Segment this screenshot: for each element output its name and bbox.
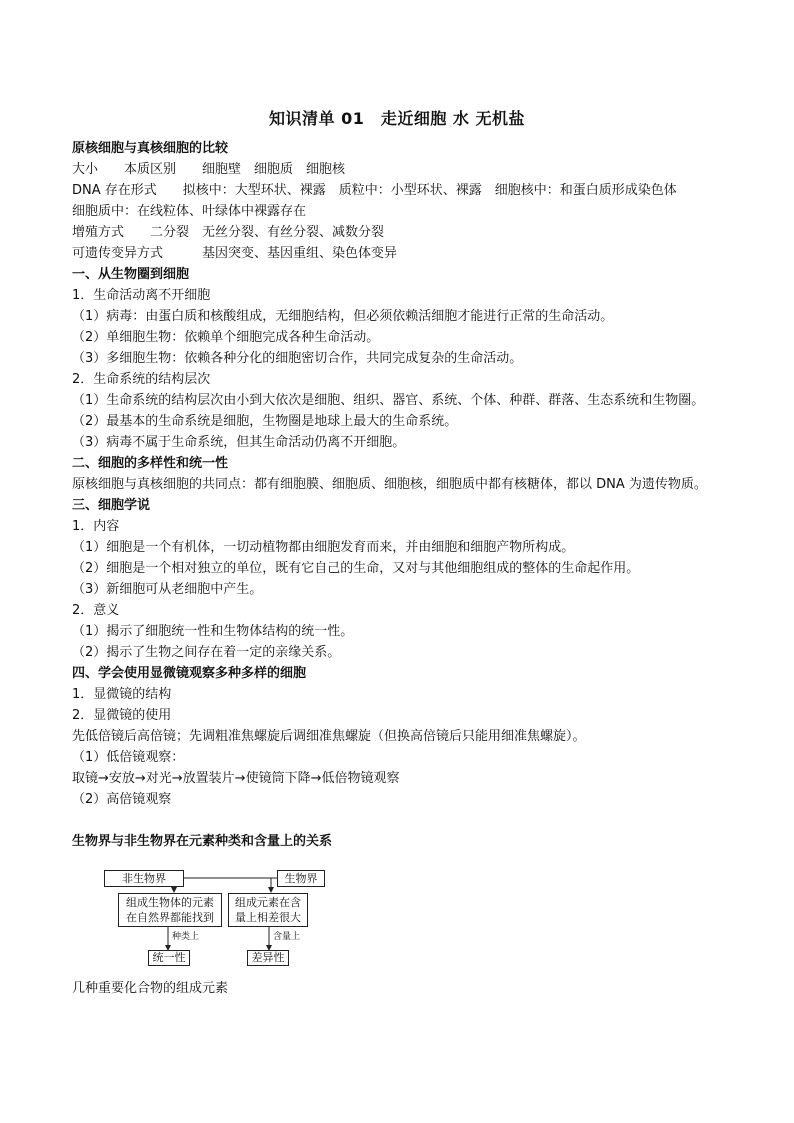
text-line: DNA 存在形式 拟核中：大型环状、裸露 质粒中：小型环状、裸露 细胞核中：和蛋白质形成染色体 xyxy=(72,183,677,198)
right-element-box xyxy=(228,893,308,927)
right-box-line2: 量上相差很大 xyxy=(235,911,301,924)
text-line: （2）高倍镜观察 xyxy=(72,792,172,807)
section-heading: 四、学会使用显微镜观察多种多样的细胞 xyxy=(72,666,307,681)
spacer xyxy=(72,810,724,831)
text-line: 原核细胞与真核细胞的共同点：都有细胞膜、细胞质、细胞核，细胞质中都有核糖体，都以 DNA 为遗传物质。 xyxy=(72,477,707,492)
compound-elements-line: 几种重要化合物的组成元素 xyxy=(72,981,229,996)
section-heading: 二、细胞的多样性和统一性 xyxy=(72,456,229,471)
text-line: （2）揭示了生物之间存在着一定的亲缘关系。 xyxy=(72,645,341,660)
text-line: （1）低倍镜观察： xyxy=(72,750,185,765)
section-heading: 三、细胞学说 xyxy=(72,498,151,513)
content-body xyxy=(72,138,724,999)
text-line: （2）最基本的生命系统是细胞，生物圈是地球上最大的生命系统。 xyxy=(72,414,458,429)
left-element-box xyxy=(118,893,222,927)
text-line: （2）单细胞生物：依赖单个细胞完成各种生命活动。 xyxy=(72,330,380,345)
text-line: （1）生命系统的结构层次由小到大依次是细胞、组织、器官、系统、个体、种群、群落、生态系统和生物圈。 xyxy=(72,393,705,408)
text-line: 2．意义 xyxy=(72,603,120,618)
text-line: （1）病毒：由蛋白质和核酸组成，无细胞结构，但必须依赖活细胞才能进行正常的生命活动。 xyxy=(72,309,614,324)
text-line: （1）揭示了细胞统一性和生物体结构的统一性。 xyxy=(72,624,354,639)
right-arrow-label: 含量上 xyxy=(273,932,301,942)
text-line: 2．显微镜的使用 xyxy=(72,708,172,723)
relation-heading: 生物界与非生物界在元素种类和含量上的关系 xyxy=(72,834,333,849)
text-line: （1）细胞是一个有机体，一切动植物都由细胞发育而来，并由细胞和细胞产物所构成。 xyxy=(72,540,575,555)
section-heading: 原核细胞与真核细胞的比较 xyxy=(72,141,229,156)
text-line: （2）细胞是一个相对独立的单位，既有它自己的生命，又对与其他细胞组成的整体的生命起作用。 xyxy=(72,561,640,576)
text-line: （3）多细胞生物：依赖各种分化的细胞密切合作，共同完成复杂的生命活动。 xyxy=(72,351,523,366)
text-line: 细胞质中：在线粒体、叶绿体中裸露存在 xyxy=(72,204,307,219)
text-line: 大小 本质区别 细胞壁 细胞质 细胞核 xyxy=(72,162,346,177)
living-box: 生物界 xyxy=(277,870,325,887)
difference-box: 差异性 xyxy=(247,950,289,966)
text-line: 可遗传变异方式 基因突变、基因重组、染色体变异 xyxy=(72,246,398,261)
unity-box: 统一性 xyxy=(148,950,190,966)
text-line: （3）新细胞可从老细胞中产生。 xyxy=(72,582,263,597)
element-relation-diagram xyxy=(72,858,724,966)
text-line: 先低倍镜后高倍镜；先调粗准焦螺旋后调细准焦螺旋（但换高倍镜后只能用细准焦螺旋）。 xyxy=(72,729,586,744)
left-box-line2: 在自然界都能找到 xyxy=(126,911,214,924)
text-line: 1．生命活动离不开细胞 xyxy=(72,288,211,303)
section-heading: 一、从生物圈到细胞 xyxy=(72,267,190,282)
right-box-line1: 组成元素在含 xyxy=(235,896,301,909)
text-line: 1．显微镜的结构 xyxy=(72,687,172,702)
text-line: 增殖方式 二分裂 无丝分裂、有丝分裂、减数分裂 xyxy=(72,225,385,240)
left-box-line1: 组成生物体的元素 xyxy=(126,896,214,909)
text-line: （3）病毒不属于生命系统，但其生命活动仍离不开细胞。 xyxy=(72,435,406,450)
text-lines xyxy=(72,138,724,810)
text-line: 1．内容 xyxy=(72,519,120,534)
page-title: 知识清单 01 走近细胞 水 无机盐 xyxy=(269,109,525,128)
text-line: 取镜→安放→对光→放置装片→使镜筒下降→低倍物镜观察 xyxy=(72,771,400,786)
nonliving-box: 非生物界 xyxy=(104,870,184,887)
left-arrow-label: 种类上 xyxy=(172,932,200,942)
text-line: 2．生命系统的结构层次 xyxy=(72,372,211,387)
